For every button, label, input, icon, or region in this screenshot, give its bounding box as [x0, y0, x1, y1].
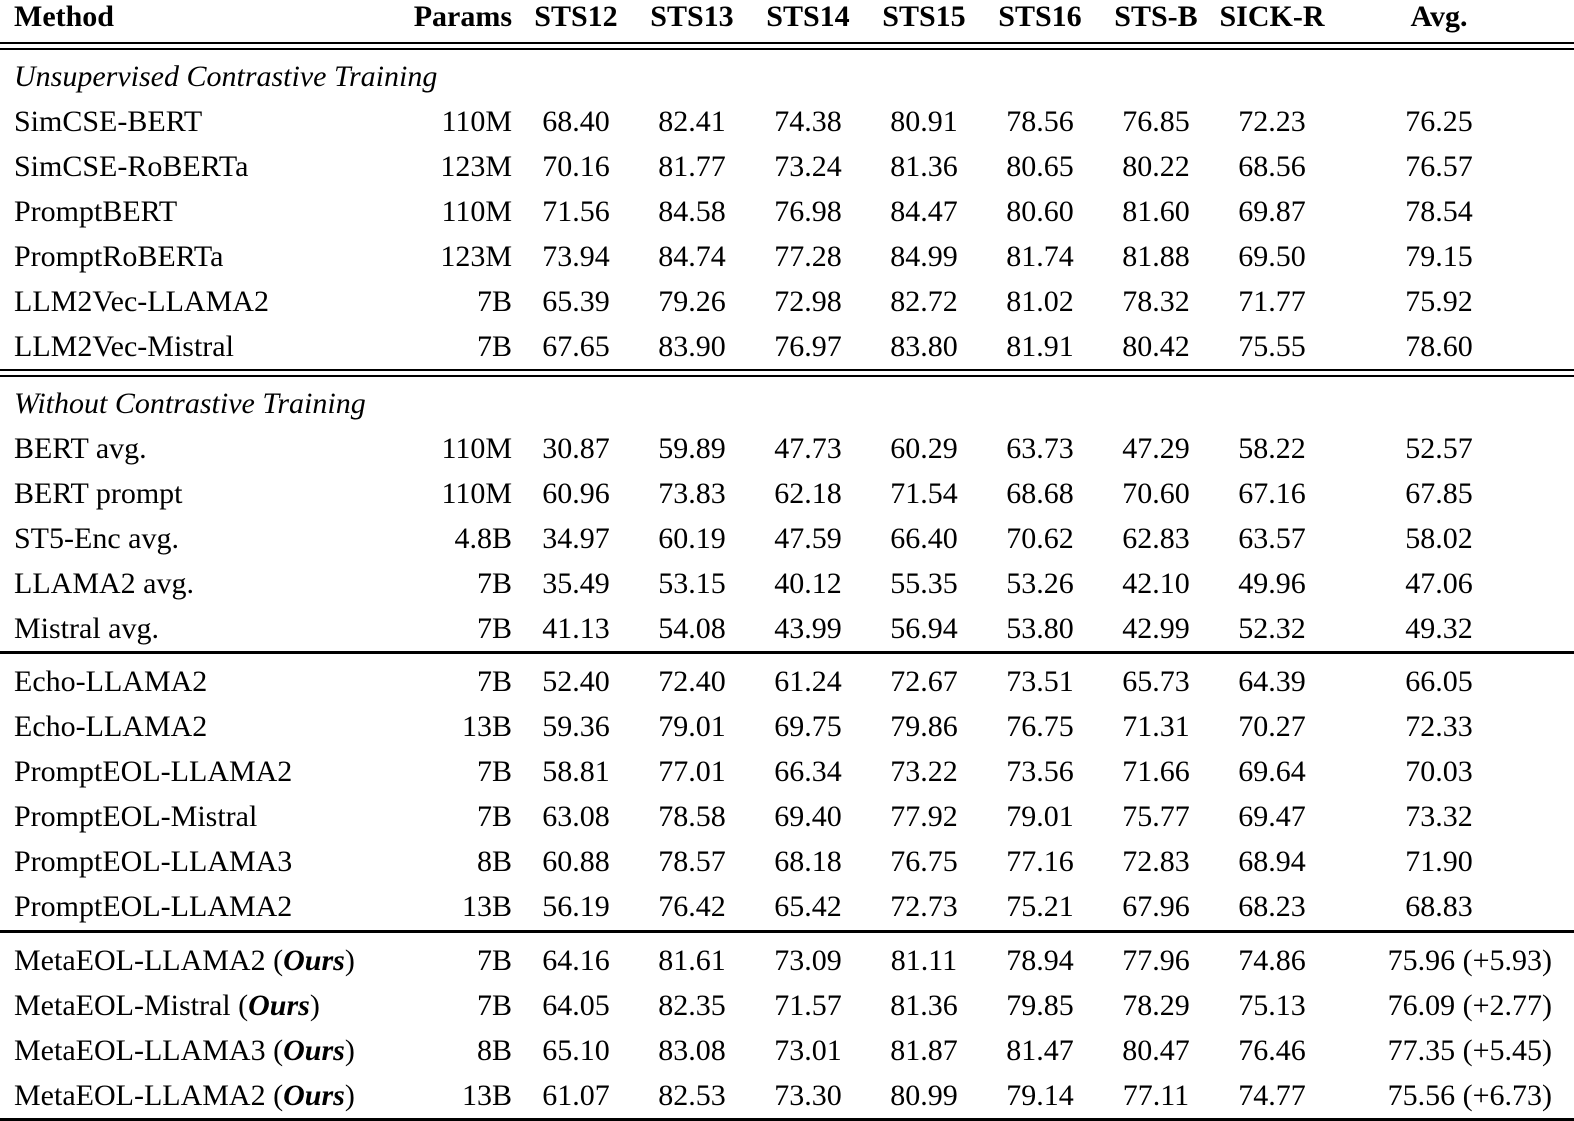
cell-sts12: 30.87: [542, 431, 610, 465]
cell-sts14: 62.18: [774, 476, 842, 510]
cell-stsb: 78.32: [1122, 284, 1190, 318]
cell-params: 8B: [476, 1033, 512, 1067]
cell-stsb: 78.29: [1122, 988, 1190, 1022]
method-name: MetaEOL-LLAMA2: [14, 943, 274, 977]
cell-stsb: 42.99: [1122, 611, 1190, 645]
cell-sts15: 73.22: [890, 755, 958, 788]
cell-sts12: 60.96: [542, 476, 610, 510]
cell-params: 7B: [476, 566, 512, 600]
cell-sts13: 83.90: [658, 329, 726, 363]
cell-sts15: 83.80: [890, 329, 958, 363]
table-row: [0, 189, 1574, 234]
table-row: [0, 324, 1574, 369]
cell-sts16: 70.62: [1006, 521, 1074, 555]
cell-sts16: 53.26: [1006, 566, 1074, 600]
cell-sts15: 84.47: [890, 194, 958, 228]
cell-sickr: 69.50: [1238, 239, 1306, 273]
cell-sts16: 81.47: [1006, 1033, 1074, 1067]
cell-sts15: 56.94: [890, 611, 958, 645]
cell-sts16: 53.80: [1006, 611, 1074, 645]
cell-sts13: 79.01: [658, 710, 726, 743]
column-header-sts13: STS13: [650, 0, 734, 33]
table-row: [0, 654, 1574, 705]
paren-close: ): [344, 1078, 355, 1112]
cell-avg: 75.56 (+6.73): [1387, 1078, 1552, 1112]
cell-sts12: 68.40: [542, 104, 610, 138]
cell-avg: 66.05: [1405, 665, 1473, 698]
cell-sts14: 77.28: [774, 239, 842, 273]
cell-sts16: 81.74: [1006, 239, 1074, 273]
cell-sts14: 73.09: [774, 943, 842, 977]
cell-stsb: 71.31: [1122, 710, 1190, 743]
column-header-sts12: STS12: [534, 0, 618, 33]
cell-sts14: 65.42: [774, 890, 842, 923]
cell-avg: 72.33: [1405, 710, 1473, 743]
cell-sts12: 41.13: [542, 611, 610, 645]
cell-sts14: 76.98: [774, 194, 842, 228]
cell-avg: 78.54: [1405, 194, 1473, 228]
cell-sts12: 73.94: [542, 239, 610, 273]
cell-avg: 49.32: [1405, 611, 1473, 645]
cell-params: 7B: [476, 284, 512, 318]
cell-sts15: 60.29: [890, 431, 958, 465]
cell-sts13: 79.26: [658, 284, 726, 318]
column-header-sts15: STS15: [882, 0, 966, 33]
cell-sts14: 43.99: [774, 611, 842, 645]
cell-sts13: 82.41: [658, 104, 726, 138]
cell-sts16: 75.21: [1006, 890, 1074, 923]
cell-stsb: 65.73: [1122, 665, 1190, 698]
cell-stsb: 42.10: [1122, 566, 1190, 600]
cell-stsb: 81.88: [1122, 239, 1190, 273]
table-row: [0, 516, 1574, 561]
paren-close: ): [344, 943, 355, 977]
cell-sts16: 79.85: [1006, 988, 1074, 1022]
cell-method: Mistral avg.: [14, 611, 159, 645]
table-body: [0, 50, 1574, 1121]
cell-sts15: 71.54: [890, 476, 958, 510]
cell-method: PromptRoBERTa: [14, 239, 224, 273]
cell-sts12: 60.88: [542, 845, 610, 878]
cell-avg: 71.90: [1405, 845, 1473, 878]
cell-sts16: 80.60: [1006, 194, 1074, 228]
cell-stsb: 62.83: [1122, 521, 1190, 555]
cell-sickr: 68.56: [1238, 149, 1306, 183]
cell-sts12: 70.16: [542, 149, 610, 183]
table-row: [0, 99, 1574, 144]
cell-method: LLAMA2 avg.: [14, 566, 194, 600]
cell-method: LLM2Vec-Mistral: [14, 329, 234, 363]
cell-params: 4.8B: [454, 521, 512, 555]
cell-params: 13B: [461, 890, 512, 923]
group-title-row: [0, 377, 1574, 426]
cell-method: PromptEOL-LLAMA3: [14, 845, 293, 878]
cell-sts16: 77.16: [1006, 845, 1074, 878]
cell-params: 7B: [476, 800, 512, 833]
cell-sts14: 68.18: [774, 845, 842, 878]
cell-sts12: 67.65: [542, 329, 610, 363]
cell-stsb: 71.66: [1122, 755, 1190, 788]
header-row: [0, 0, 1574, 42]
group-title-row: [0, 50, 1574, 99]
cell-method: [0, 983, 392, 1028]
cell-sts16: 81.02: [1006, 284, 1074, 318]
cell-sts16: 76.75: [1006, 710, 1074, 743]
cell-sts15: 80.99: [890, 1078, 958, 1112]
cell-sickr: 69.64: [1238, 755, 1306, 788]
table-row: [0, 1073, 1574, 1118]
cell-sts14: 61.24: [774, 665, 842, 698]
cell-avg: 76.25: [1405, 104, 1473, 138]
table-row: [0, 234, 1574, 279]
cell-params: 7B: [476, 943, 512, 977]
table-row: [0, 840, 1574, 885]
cell-sts14: 73.01: [774, 1033, 842, 1067]
column-header-sickr: SICK-R: [1219, 0, 1325, 33]
cell-sts13: 76.42: [658, 890, 726, 923]
cell-sts16: 80.65: [1006, 149, 1074, 183]
cell-method: [0, 933, 392, 984]
cell-sts16: 79.14: [1006, 1078, 1074, 1112]
cell-stsb: 80.22: [1122, 149, 1190, 183]
cell-params: 7B: [476, 755, 512, 788]
cell-sts14: 69.75: [774, 710, 842, 743]
cell-sickr: 75.55: [1238, 329, 1306, 363]
cell-sickr: 72.23: [1238, 104, 1306, 138]
cell-stsb: 47.29: [1122, 431, 1190, 465]
cell-sts15: 80.91: [890, 104, 958, 138]
cell-sickr: 70.27: [1238, 710, 1306, 743]
cell-sickr: 63.57: [1238, 521, 1306, 555]
table-header: [0, 0, 1574, 50]
cell-avg: 75.92: [1405, 284, 1473, 318]
method-name: MetaEOL-LLAMA3: [14, 1033, 274, 1067]
cell-sts15: 72.73: [890, 890, 958, 923]
ours-badge: Ours: [248, 988, 310, 1022]
cell-params: 7B: [476, 611, 512, 645]
cell-avg: 68.83: [1405, 890, 1473, 923]
group-title: Without Contrastive Training: [14, 387, 366, 420]
table-row: [0, 933, 1574, 984]
cell-sts15: 82.72: [890, 284, 958, 318]
cell-method: BERT avg.: [14, 431, 147, 465]
cell-avg: 73.32: [1405, 800, 1473, 833]
cell-stsb: 72.83: [1122, 845, 1190, 878]
paren-open: (: [238, 988, 249, 1022]
cell-sts13: 82.53: [658, 1078, 726, 1112]
cell-method: SimCSE-RoBERTa: [14, 149, 249, 183]
paren-close: ): [309, 988, 320, 1022]
cell-sts13: 84.74: [658, 239, 726, 273]
cell-stsb: 76.85: [1122, 104, 1190, 138]
cell-params: 110M: [441, 104, 512, 138]
cell-sts14: 71.57: [774, 988, 842, 1022]
method-name: MetaEOL-Mistral: [14, 988, 239, 1022]
cell-sts16: 68.68: [1006, 476, 1074, 510]
ours-badge: Ours: [283, 1078, 345, 1112]
cell-sts15: 81.11: [890, 943, 958, 977]
cell-sickr: 75.13: [1238, 988, 1306, 1022]
cell-avg: 76.09 (+2.77): [1387, 988, 1552, 1022]
cell-method: BERT prompt: [14, 476, 183, 510]
cell-sts12: 63.08: [542, 800, 610, 833]
cell-method: PromptEOL-LLAMA2: [14, 755, 293, 788]
table-row: [0, 426, 1574, 471]
group-double-rule: [0, 369, 1574, 377]
cell-sts15: 81.87: [890, 1033, 958, 1067]
cell-method: Echo-LLAMA2: [14, 665, 208, 698]
cell-sickr: 76.46: [1238, 1033, 1306, 1067]
cell-sts12: 65.10: [542, 1033, 610, 1067]
cell-sts16: 78.56: [1006, 104, 1074, 138]
cell-stsb: 70.60: [1122, 476, 1190, 510]
cell-sickr: 69.47: [1238, 800, 1306, 833]
cell-sts13: 53.15: [658, 566, 726, 600]
cell-method: SimCSE-BERT: [14, 104, 203, 138]
cell-avg: 78.60: [1405, 329, 1473, 363]
paren-open: (: [273, 1033, 284, 1067]
cell-sts16: 81.91: [1006, 329, 1074, 363]
cell-sts12: 35.49: [542, 566, 610, 600]
cell-sts13: 83.08: [658, 1033, 726, 1067]
cell-sts15: 55.35: [890, 566, 958, 600]
cell-params: 7B: [476, 988, 512, 1022]
cell-sts15: 77.92: [890, 800, 958, 833]
ours-badge: Ours: [283, 1033, 345, 1067]
cell-stsb: 81.60: [1122, 194, 1190, 228]
table-row: [0, 144, 1574, 189]
cell-sickr: 71.77: [1238, 284, 1306, 318]
cell-sts12: 64.05: [542, 988, 610, 1022]
cell-stsb: 77.96: [1122, 943, 1190, 977]
cell-sickr: 68.94: [1238, 845, 1306, 878]
cell-sts16: 78.94: [1006, 943, 1074, 977]
cell-sts13: 81.61: [658, 943, 726, 977]
cell-sts14: 76.97: [774, 329, 842, 363]
cell-sts12: 56.19: [542, 890, 610, 923]
column-header-sts14: STS14: [766, 0, 850, 33]
cell-sts15: 66.40: [890, 521, 958, 555]
cell-sts12: 52.40: [542, 665, 610, 698]
paren-open: (: [273, 943, 284, 977]
paren-close: ): [344, 1033, 355, 1067]
cell-sts14: 72.98: [774, 284, 842, 318]
cell-sts13: 59.89: [658, 431, 726, 465]
table-row: [0, 279, 1574, 324]
cell-sts16: 79.01: [1006, 800, 1074, 833]
cell-sts15: 81.36: [890, 149, 958, 183]
cell-sts15: 79.86: [890, 710, 958, 743]
table-row: [0, 1028, 1574, 1073]
cell-sts16: 63.73: [1006, 431, 1074, 465]
cell-params: 7B: [476, 665, 512, 698]
cell-params: 110M: [441, 476, 512, 510]
cell-sts14: 40.12: [774, 566, 842, 600]
cell-sts16: 73.56: [1006, 755, 1074, 788]
cell-method: [0, 1073, 392, 1118]
cell-sts13: 73.83: [658, 476, 726, 510]
cell-stsb: 77.11: [1122, 1078, 1190, 1112]
cell-method: PromptEOL-Mistral: [14, 800, 258, 833]
column-header-params: Params: [413, 0, 512, 33]
cell-sts13: 84.58: [658, 194, 726, 228]
cell-method: ST5-Enc avg.: [14, 521, 179, 555]
cell-sickr: 68.23: [1238, 890, 1306, 923]
cell-sickr: 49.96: [1238, 566, 1306, 600]
table-row: [0, 795, 1574, 840]
cell-sts16: 73.51: [1006, 665, 1074, 698]
cell-sts15: 81.36: [890, 988, 958, 1022]
cell-method: LLM2Vec-LLAMA2: [14, 284, 269, 318]
ours-badge: Ours: [283, 943, 345, 977]
paren-open: (: [273, 1078, 284, 1112]
column-header-method: Method: [14, 0, 114, 33]
cell-stsb: 67.96: [1122, 890, 1190, 923]
cell-sts12: 71.56: [542, 194, 610, 228]
cell-sickr: 52.32: [1238, 611, 1306, 645]
cell-avg: 67.85: [1405, 476, 1473, 510]
method-name: MetaEOL-LLAMA2: [14, 1078, 274, 1112]
table-row: [0, 983, 1574, 1028]
table-row: [0, 705, 1574, 750]
cell-sts13: 60.19: [658, 521, 726, 555]
cell-params: 123M: [440, 149, 512, 183]
cell-sts13: 72.40: [658, 665, 726, 698]
cell-avg: 76.57: [1405, 149, 1473, 183]
cell-avg: 58.02: [1405, 521, 1473, 555]
cell-sickr: 74.86: [1238, 943, 1306, 977]
column-header-stsb: STS-B: [1114, 0, 1198, 33]
cell-sts13: 81.77: [658, 149, 726, 183]
table-row: [0, 606, 1574, 651]
cell-method: [0, 1028, 392, 1073]
cell-params: 123M: [440, 239, 512, 273]
cell-method: PromptBERT: [14, 194, 178, 228]
cell-sts13: 54.08: [658, 611, 726, 645]
cell-params: 8B: [476, 845, 512, 878]
cell-params: 110M: [441, 431, 512, 465]
cell-avg: 77.35 (+5.45): [1387, 1033, 1552, 1067]
cell-sickr: 64.39: [1238, 665, 1306, 698]
cell-sts15: 76.75: [890, 845, 958, 878]
cell-sts12: 65.39: [542, 284, 610, 318]
cell-sickr: 58.22: [1238, 431, 1306, 465]
cell-sts12: 34.97: [542, 521, 610, 555]
cell-sts12: 58.81: [542, 755, 610, 788]
table-row: [0, 750, 1574, 795]
cell-avg: 47.06: [1405, 566, 1473, 600]
cell-sts14: 47.73: [774, 431, 842, 465]
cell-sickr: 74.77: [1238, 1078, 1306, 1112]
cell-avg: 79.15: [1405, 239, 1473, 273]
cell-sts12: 64.16: [542, 943, 610, 977]
table-row: [0, 561, 1574, 606]
table-row: [0, 471, 1574, 516]
cell-avg: 52.57: [1405, 431, 1473, 465]
cell-sts15: 72.67: [890, 665, 958, 698]
cell-method: Echo-LLAMA2: [14, 710, 208, 743]
cell-params: 13B: [461, 710, 512, 743]
cell-stsb: 80.42: [1122, 329, 1190, 363]
cell-sts14: 73.24: [774, 149, 842, 183]
cell-avg: 75.96 (+5.93): [1387, 943, 1552, 977]
cell-sts13: 78.57: [658, 845, 726, 878]
cell-sts14: 74.38: [774, 104, 842, 138]
group-title: Unsupervised Contrastive Training: [14, 60, 438, 93]
cell-sts13: 78.58: [658, 800, 726, 833]
cell-stsb: 80.47: [1122, 1033, 1190, 1067]
cell-method: PromptEOL-LLAMA2: [14, 890, 293, 923]
cell-avg: 70.03: [1405, 755, 1473, 788]
column-header-sts16: STS16: [998, 0, 1082, 33]
cell-sts14: 66.34: [774, 755, 842, 788]
cell-sts14: 47.59: [774, 521, 842, 555]
cell-sts13: 77.01: [658, 755, 726, 788]
cell-sts14: 73.30: [774, 1078, 842, 1112]
cell-sickr: 69.87: [1238, 194, 1306, 228]
cell-sickr: 67.16: [1238, 476, 1306, 510]
column-header-avg: Avg.: [1410, 0, 1468, 33]
cell-params: 13B: [461, 1078, 512, 1112]
header-double-rule: [0, 42, 1574, 50]
cell-params: 7B: [476, 329, 512, 363]
cell-sts15: 84.99: [890, 239, 958, 273]
cell-stsb: 75.77: [1122, 800, 1190, 833]
cell-sts13: 82.35: [658, 988, 726, 1022]
table-row: [0, 885, 1574, 930]
cell-sts14: 69.40: [774, 800, 842, 833]
cell-sts12: 59.36: [542, 710, 610, 743]
cell-params: 110M: [441, 194, 512, 228]
cell-sts12: 61.07: [542, 1078, 610, 1112]
